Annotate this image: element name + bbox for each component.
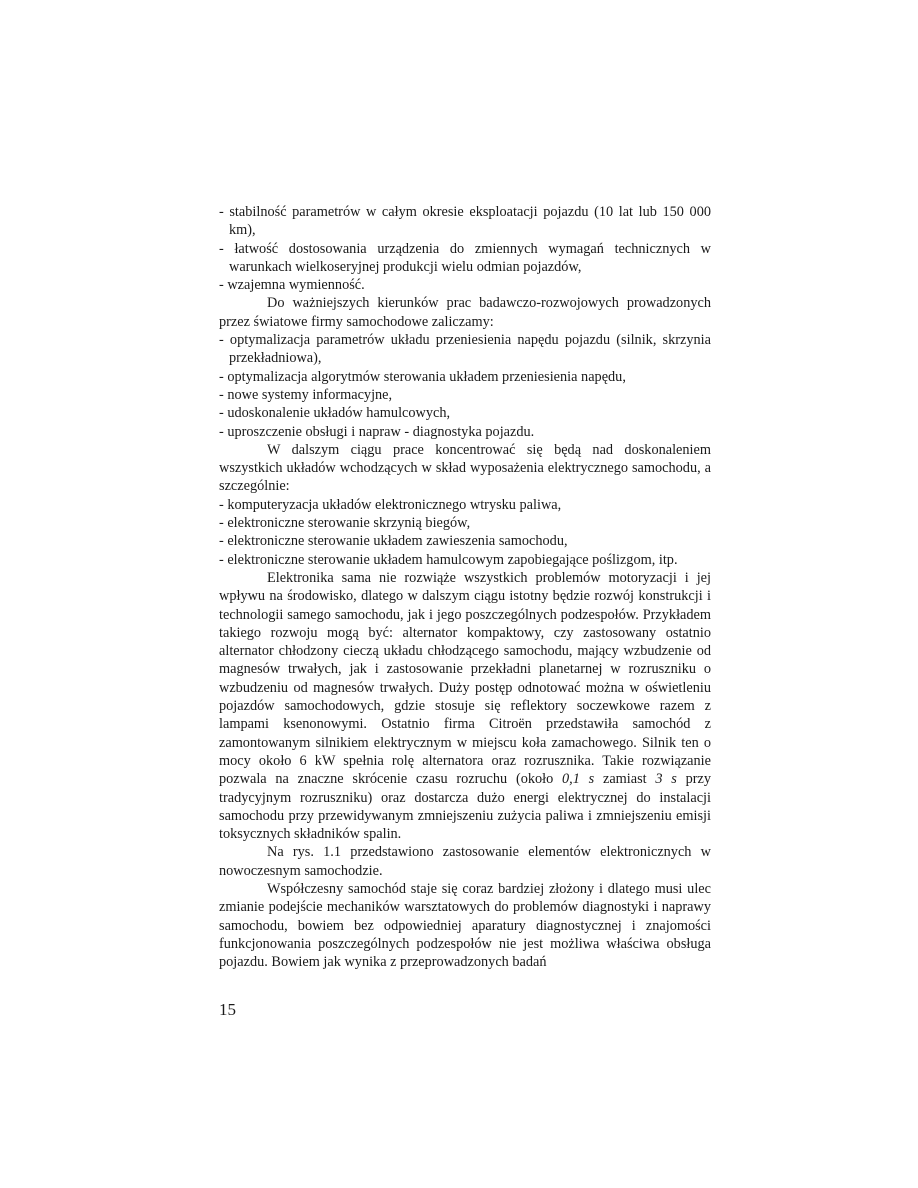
text-run: Elektronika sama nie rozwiąże wszystkich problemów motoryzacji i jej wpływu na środowisko, dlatego w dalszym ciągu istotny będzie rozwój konstrukcji i technologii samego samochodu, jak i jego poszczególnych podzespołów. Przykładem takiego rozwoju mogą być: alternator kompaktowy, czy zastosowany ostatnio alternator chłodzony cieczą układu chłodzącego samochodu, mający wzbudzenie od magnesów trwałych, jak i zastosowanie przekładni planetarnej w rozruszniku o wzbudzeniu od magnesów trwałych. Duży postęp odnotować można w oświetleniu pojazdów samochodowych, gdzie stosuje się reflektory soczewkowe razem z lampami ksenonowymi. Ostatnio firma Citroën przedstawiła samochód z zamontowanym silnikiem elektrycznym w miejscu koła zamachowego. Silnik ten o mocy około 6 kW spełnia rolę alternatora oraz rozrusznika. Takie rozwiązanie pozwala na znaczne skrócenie czasu rozruchu (około [219,569,711,788]
body-text [219,203,711,971]
requirements-list [219,203,711,294]
list-item: - elektroniczne sterowanie układem zawieszenia samochodu, [219,533,568,550]
list-item: - wzajemna wymienność. [219,277,365,294]
list-item: - łatwość dostosowania urządzenia do zmiennych wymagań technicznych w warunkach wielkoseryjnej produkcji wielu odmian pojazdów, [219,240,711,275]
list-item: - nowe systemy informacyjne, [219,386,393,403]
paragraph: Współczesny samochód staje się coraz bardziej złożony i dlatego musi ulec zmianie podejście mechaników warsztatowych do problemów diagnostyki i naprawy samochodu, bowiem bez odpowiedniej aparatury diagnostycznej i znajomości funkcjonowania poszczególnych podzespołów nie jest możliwa właściwa obsługa pojazdu. Bowiem jak wynika z przeprowadzonych badań [219,880,711,971]
list-item: - elektroniczne sterowanie układem hamulcowym zapobiegające poślizgom, itp. [219,551,678,568]
italic-value: 0,1 s [562,771,595,788]
italic-value: 3 s [655,771,677,788]
list-item: - optymalizacja algorytmów sterowania układem przeniesienia napędu, [219,368,626,385]
list-item: - optymalizacja parametrów układu przeniesienia napędu pojazdu (silnik, skrzynia przekładniowa), [219,332,711,367]
text-run: zamiast [602,771,647,788]
list-item: - elektroniczne sterowanie skrzynią biegów, [219,515,471,532]
paragraph [219,569,711,843]
paragraph: Do ważniejszych kierunków prac badawczo-rozwojowych prowadzonych przez światowe firmy samochodowe zaliczamy: [219,295,711,330]
text-run: przy tradycyjnym rozruszniku) oraz dostarcza dużo energi elektrycznej do instalacji samochodu przy przewidywanym zmniejszeniu zużycia paliwa i zmniejszeniu emisji toksycznych składników spalin. [219,771,712,843]
list-item: - uproszczenie obsługi i napraw - diagnostyka pojazdu. [219,423,535,440]
list-item: - stabilność parametrów w całym okresie eksploatacji pojazdu (10 lat lub 150 000 km), [219,204,711,239]
research-directions-list [219,331,711,441]
paragraph: W dalszym ciągu prace koncentrować się będą nad doskonaleniem wszystkich układów wchodzących w skład wyposażenia elektrycznego samochodu, a szczególnie: [219,441,711,495]
paragraph: Na rys. 1.1 przedstawiono zastosowanie elementów elektronicznych w nowoczesnym samochodzie. [219,844,711,879]
list-item: - udoskonalenie układów hamulcowych, [219,405,451,422]
page-number: 15 [219,1000,236,1019]
electronics-list [219,496,711,569]
list-item: - komputeryzacja układów elektronicznego wtrysku paliwa, [219,496,562,513]
